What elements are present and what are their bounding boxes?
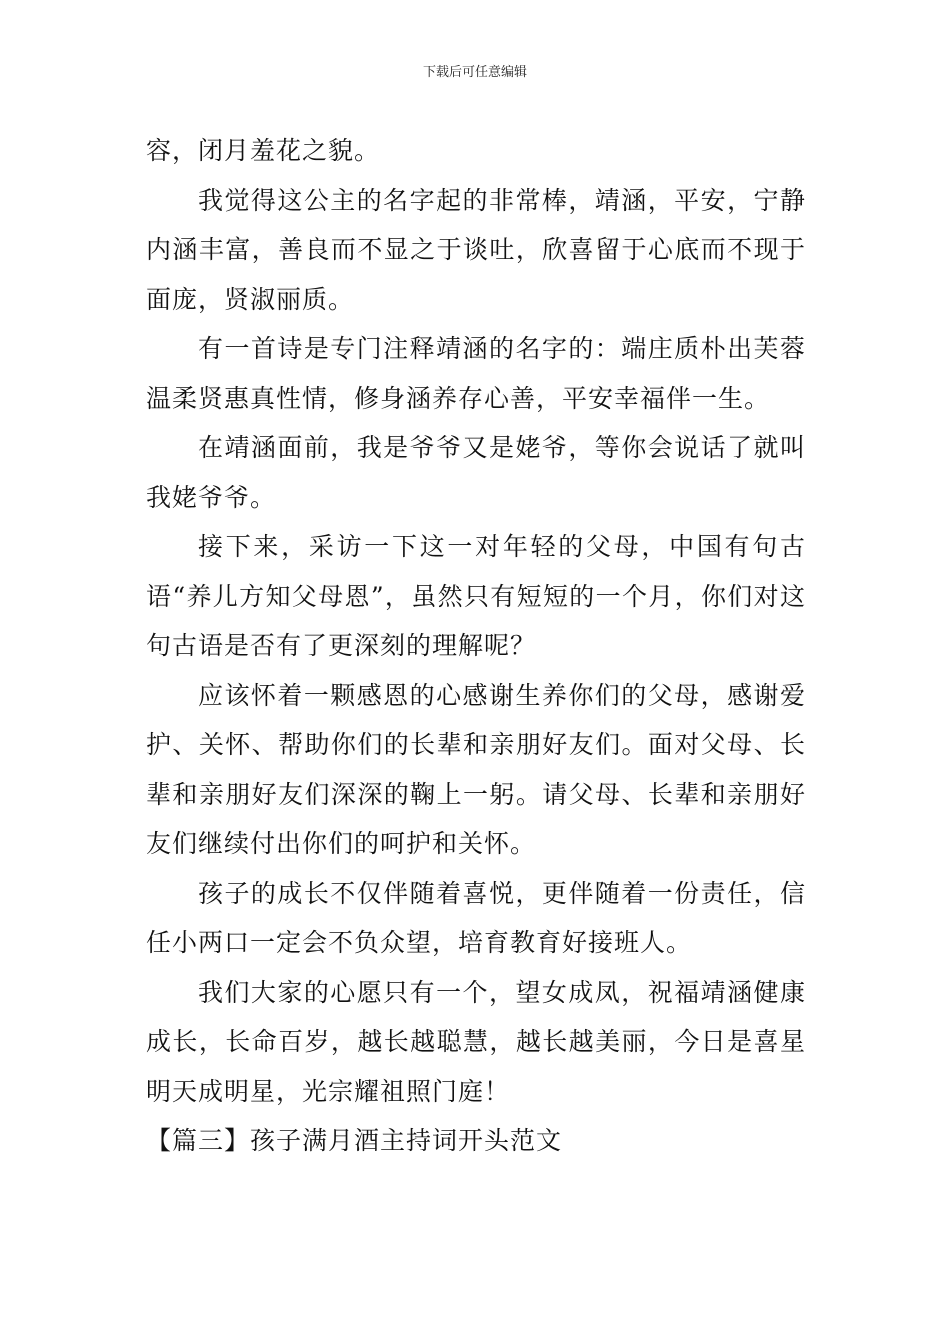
page-header-note: 下载后可任意编辑 bbox=[422, 65, 527, 80]
paragraph-wishes: 我们大家的心愿只有一个，望女成凤，祝福靖涵健康成长，长命百岁，越长越聪慧，越长越美丽，今日是喜星明天成明星，光宗耀祖照门庭！ bbox=[146, 977, 806, 1106]
paragraph-continuation: 容，闭月羞花之貌。 bbox=[146, 136, 381, 165]
paragraph-gratitude: 应该怀着一颗感恩的心感谢生养你们的父母，感谢爱护、关怀、帮助你们的长辈和亲朋好友们。面对父母、长辈和亲朋好友们深深的鞠上一躬。请父母、长辈和亲朋好友们继续付出你们的呵护和关怀。 bbox=[146, 680, 806, 858]
document-body bbox=[146, 126, 806, 1166]
paragraph-name-praise: 我觉得这公主的名字起的非常棒，靖涵，平安，宁静内涵丰富，善良而不显之于谈吐，欣喜留于心底而不现于面庞，贤淑丽质。 bbox=[146, 185, 806, 314]
paragraph-grandfather: 在靖涵面前，我是爷爷又是姥爷，等你会说话了就叫我姥爷爷。 bbox=[146, 433, 806, 512]
paragraph-interview: 接下来，采访一下这一对年轻的父母，中国有句古语“养儿方知父母恩”，虽然只有短短的一个月，你们对这句古语是否有了更深刻的理解呢？ bbox=[146, 532, 806, 660]
section-heading: 【篇三】孩子满月酒主持词开头范文 bbox=[146, 1126, 563, 1155]
paragraph-responsibility: 孩子的成长不仅伴随着喜悦，更伴随着一份责任，信任小两口一定会不负众望，培育教育好接班人。 bbox=[146, 878, 806, 957]
paragraph-poem: 有一首诗是专门注释靖涵的名字的：端庄质朴出芙蓉温柔贤惠真性情，修身涵养存心善，平安幸福伴一生。 bbox=[146, 334, 806, 413]
